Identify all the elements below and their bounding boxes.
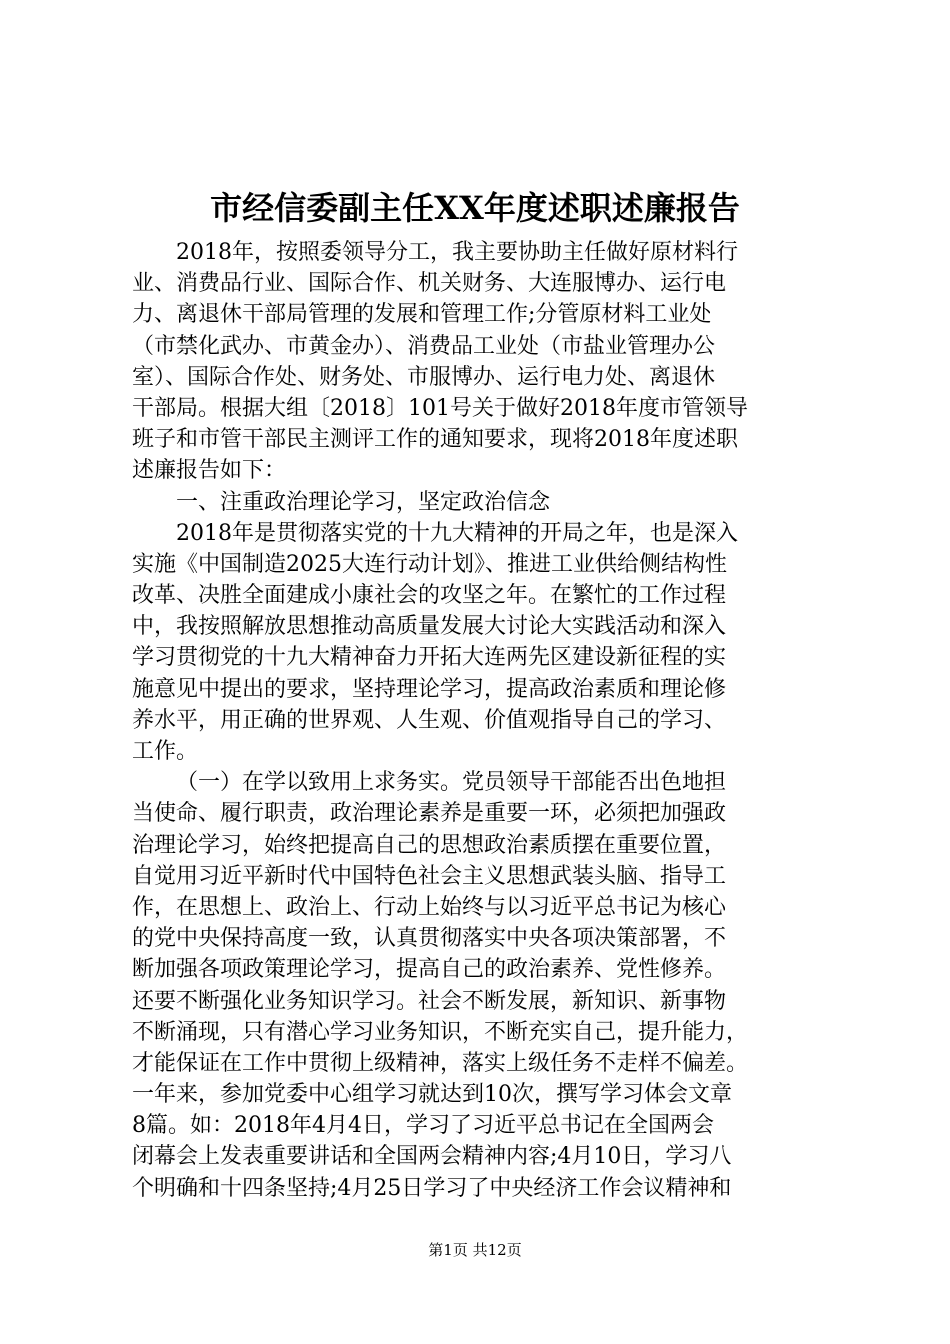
text-line: 学习贯彻党的十九大精神奋力开拓大连两先区建设新征程的实 — [132, 645, 727, 671]
text-line: 当使命、履行职责，政治理论素养是重要一环，必须把加强政 — [132, 801, 727, 827]
text-line: 不断涌现，只有潜心学习业务知识，不断充实自己，提升能力， — [132, 1019, 749, 1045]
text-line: 施意见中提出的要求，坚持理论学习，提高政治素质和理论修 — [132, 676, 727, 702]
text-line: 工作。 — [132, 739, 199, 764]
text-line: 治理论学习，始终把提高自己的思想政治素质摆在重要位置， — [132, 832, 727, 858]
text-line: 自觉用习近平新时代中国特色社会主义思想武装头脑、指导工 — [132, 863, 727, 889]
text-line: 2018年，按照委领导分工，我主要协助主任做好原材料行 — [176, 240, 738, 265]
text-line: 述廉报告如下： — [132, 458, 287, 484]
page-footer: 第1页 共12页 — [428, 1241, 522, 1259]
text-line: 室）、国际合作处、财务处、市服博办、运行电力处、离退休 — [132, 364, 716, 390]
text-line: 才能保证在工作中贯彻上级精神，落实上级任务不走样不偏差。 — [132, 1050, 749, 1076]
text-line: 闭幕会上发表重要讲话和全国两会精神内容;4月10日，学习八 — [132, 1144, 732, 1170]
text-line: 一、注重政治理论学习，坚定政治信念 — [176, 489, 551, 515]
text-line: 断加强各项政策理论学习，提高自己的政治素养、党性修养。 — [132, 957, 727, 983]
text-line: （一）在学以致用上求务实。党员领导干部能否出色地担 — [176, 770, 727, 796]
text-line: （市禁化武办、市黄金办）、消费品工业处（市盐业管理办公 — [132, 333, 716, 359]
document-body — [132, 237, 862, 1204]
text-line: 中，我按照解放思想推动高质量发展大讨论大实践活动和深入 — [132, 614, 727, 640]
text-line: 班子和市管干部民主测评工作的通知要求，现将2018年度述职 — [132, 427, 738, 453]
text-line: 2018年是贯彻落实党的十九大精神的开局之年，也是深入 — [176, 520, 738, 546]
text-line: 力、离退休干部局管理的发展和管理工作;分管原材料工业处 — [132, 302, 712, 328]
text-line: 养水平，用正确的世界观、人生观、价值观指导自己的学习、 — [132, 707, 727, 733]
text-line: 实施《中国制造2025大连行动计划》、推进工业供给侧结构性 — [132, 551, 727, 577]
text-line: 一年来，参加党委中心组学习就达到10次，撰写学习体会文章 — [132, 1082, 732, 1108]
text-line: 个明确和十四条坚持;4月25日学习了中央经济工作会议精神和 — [132, 1175, 732, 1201]
text-line: 改革、决胜全面建成小康社会的攻坚之年。在繁忙的工作过程 — [132, 583, 727, 609]
text-line: 业、消费品行业、国际合作、机关财务、大连服博办、运行电 — [132, 271, 727, 297]
text-line: 干部局。根据大组〔2018〕101号关于做好2018年度市管领导 — [132, 395, 748, 421]
text-line: 作，在思想上、政治上、行动上始终与以习近平总书记为核心 — [132, 894, 727, 920]
text-line: 8篇。如：2018年4月4日，学习了习近平总书记在全国两会 — [132, 1113, 714, 1139]
text-line: 还要不断强化业务知识学习。社会不断发展，新知识、新事物 — [132, 988, 727, 1014]
document-title: 市经信委副主任XX年度述职述廉报告 — [210, 189, 740, 227]
text-line: 的党中央保持高度一致，认真贯彻落实中央各项决策部署，不 — [132, 926, 727, 952]
